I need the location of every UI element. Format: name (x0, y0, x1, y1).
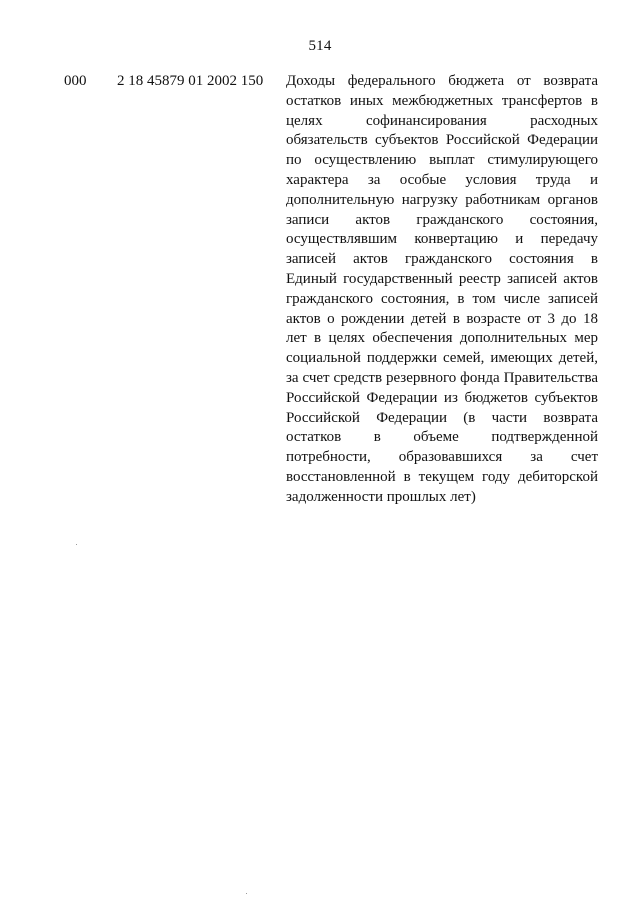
admin-code: 000 (64, 73, 87, 89)
scan-speck (246, 893, 247, 894)
scan-speck (76, 544, 77, 545)
page-number: 514 (308, 38, 332, 54)
revenue-description: Доходы федерального бюджета от возврата остатков иных межбюджетных трансфертов в целях софинансирования расходных обязательств субъектов Российской Федерации по осуществлению выплат стимулирующего характера за особые условия труда и дополнительную нагрузку работникам органов записи актов гражданского состояния, осуществлявшим конвертацию и передачу записей актов гражданского состояния в Единый государственный реестр записей актов гражданского состояния, в том числе записей актов о рождении детей в возрасте от 3 до 18 лет в целях обеспечения дополнительных мер социальной поддержки семей, имеющих детей, за счет средств резервного фонда Правительства Российской Федерации из бюджетов субъектов Российской Федерации (в части возврата остатков в объеме подтвержденной потребности, образовавшихся за счет восстановленной в текущем году дебиторской задолженности прошлых лет) (286, 73, 598, 505)
classification-code: 2 18 45879 01 2002 150 (117, 73, 264, 89)
